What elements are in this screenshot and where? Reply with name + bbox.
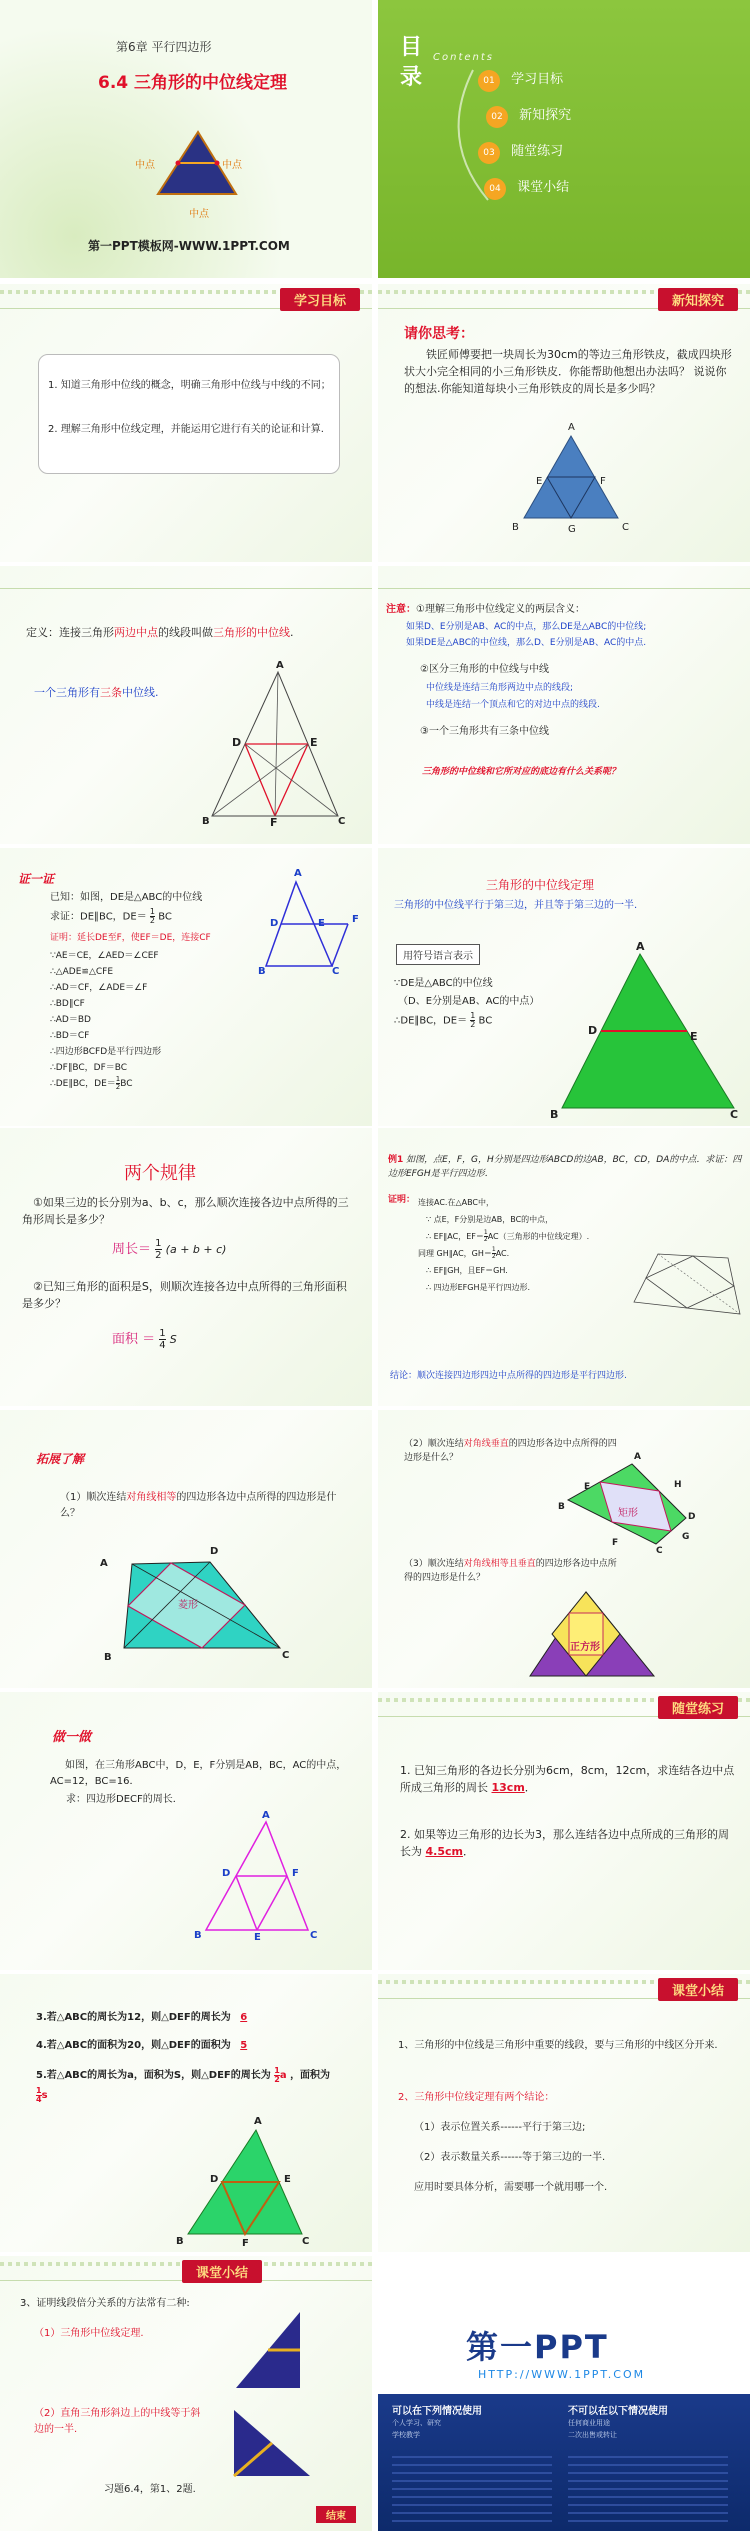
forbidden-heading: 不可以在以下情况使用 [568, 2406, 668, 2417]
half-fraction [150, 908, 155, 925]
practice-q4 [36, 2038, 253, 2054]
slide-explore [378, 284, 750, 562]
answer-var: s [41, 2090, 48, 2101]
contents-item-2[interactable] [486, 104, 571, 128]
slide-notes [378, 566, 750, 844]
label-C: C [282, 1650, 290, 1661]
brand-url: HTTP://WWW.1PPT.COM [478, 2368, 646, 2381]
slide-proof [0, 848, 372, 1126]
label-A: A [254, 2116, 262, 2127]
example-body: 如图，点E，F，G，H分别是四边形ABCD的边AB，BC，CD，DA的中点．求证：四边形EFGH是平行四边形． [388, 1155, 742, 1179]
q-part: （1）顺次连结 [60, 1492, 127, 1503]
label-C: C [622, 522, 629, 533]
q-part: 的四边形各边中点所得的四边形是什么？ [60, 1492, 337, 1519]
section-tag: 课堂小结 [658, 1978, 738, 2001]
label-E: E [254, 1932, 261, 1943]
conclusion-line [394, 1012, 492, 1029]
q-text: 4.若△ABC的面积为20，则△DEF的面积为 [36, 2040, 231, 2051]
objective-2: 2. 理解三角形中位线定理，并能运用它进行有关的论证和计算. [48, 424, 324, 435]
line-part: ∴ EF∥AC，EF＝ [426, 1232, 484, 1241]
numerator: 1 [155, 1238, 162, 1249]
theorem-text: 三角形的中位线平行于第三边，并且等于第三边的一半. [394, 900, 638, 911]
def-part: 定义：连接三角形 [26, 626, 114, 639]
theorem-figure [548, 948, 748, 1118]
equilateral-triangle [516, 432, 626, 528]
rule-1: ①如果三边的长分别为a、b、c，那么顺次连接各边中点所得的三角形周长是多少？ [22, 1196, 349, 1227]
label-B: B [194, 1930, 202, 1941]
slide-objectives [0, 284, 372, 562]
denominator: 2 [155, 1250, 162, 1261]
proof-step: ∴DF∥BC，DF＝BC [50, 1063, 128, 1073]
mid-label-left: 中点 [135, 160, 155, 171]
concl-part: ∴DE∥BC，DE＝ [394, 1015, 468, 1027]
note-label: 注意： [386, 604, 416, 615]
label-G: G [568, 524, 576, 535]
three-highlight: 三条 [100, 686, 122, 699]
label-B: B [104, 1652, 112, 1663]
section-tag: 新知探究 [658, 288, 738, 311]
label-B: B [512, 522, 519, 533]
numerator: 1 [115, 1075, 121, 1083]
item-number-circle: 04 [484, 178, 506, 200]
answer: 4.5cm [425, 1845, 463, 1859]
summary-2: 2、三角形中位线定理有两个结论： [398, 2092, 555, 2103]
def-highlight-1: 两边中点 [114, 626, 158, 639]
numerator: 1 [491, 1246, 496, 1253]
mid-label-right: 中点 [222, 160, 242, 171]
numerator: 1 [274, 2065, 280, 2075]
proof-step: ∴AD＝CF，∠ADE＝∠F [50, 983, 148, 993]
contents-item-4[interactable] [484, 176, 569, 200]
label-D: D [232, 736, 242, 749]
slide-brand [378, 2256, 750, 2531]
right-triangle-figure [226, 2406, 316, 2482]
label-E: E [536, 476, 543, 487]
label-E: E [284, 2174, 291, 2185]
line-part: AC（三角形的中位线定理）. [487, 1232, 590, 1241]
rhombus-figure [116, 1544, 296, 1654]
proof-step: ∴BD＝CF [50, 1031, 90, 1041]
proof-step: ∴四边形BCFD是平行四边形 [50, 1047, 162, 1057]
fraction [159, 1328, 165, 1351]
proof-line: ∴ EF∥GH，且EF＝GH. [426, 1266, 508, 1275]
step-part: BC [120, 1079, 133, 1089]
q-part: 的四边形各边中点所得的四边形是什么？ [404, 1559, 617, 1583]
slide-example [378, 1128, 750, 1406]
note-2b: 中线是连结一个顶点和它的对边中点的线段. [426, 700, 600, 710]
summary-5: 应用时要具体分析，需要哪一个就用哪一个. [414, 2182, 608, 2193]
item-label: 学习目标 [511, 72, 564, 87]
label-E: E [318, 918, 325, 929]
try-text: 如图，在三角形ABC中，D，E，F分别是AB，BC，AC的中点，AC=12，BC=16． [50, 1760, 347, 1787]
label-A: A [636, 940, 645, 953]
def-part: . [290, 626, 294, 639]
slide-theorem [378, 848, 750, 1126]
denominator: 2 [483, 1236, 488, 1243]
site-name: 第一PPT模板网-WWW.1PPT.COM [88, 239, 290, 253]
note-1: ①理解三角形中位线定义的两层含义： [416, 604, 585, 615]
rectangle-figure [562, 1460, 702, 1550]
q-text: ，面积为 [290, 2070, 331, 2081]
denominator: 4 [36, 2094, 42, 2104]
label-A: A [634, 1452, 641, 1462]
q-highlight: 对角线垂直 [463, 1439, 509, 1449]
denominator: 2 [491, 1253, 496, 1260]
example-label: 例1 [388, 1155, 404, 1165]
proof-step-last [50, 1076, 161, 1092]
symbol-box: 用符号语言表示 [396, 944, 480, 965]
label-H: H [674, 1480, 682, 1490]
brand-logo: 第一PPT [466, 2328, 609, 2366]
section-tag: 学习目标 [280, 288, 360, 311]
forbidden-2: 二次出售或转让 [568, 2431, 617, 2439]
label-B: B [550, 1108, 559, 1121]
condition-2: （D、E分别是AB、AC的中点） [398, 996, 540, 1007]
def-highlight-2: 三角形的中位线 [213, 626, 290, 639]
example-text [388, 1154, 743, 1182]
question-text: 三角形的中位线和它所对应的底边有什么关系呢？ [422, 767, 621, 777]
area-formula [112, 1328, 177, 1351]
contents-item-3[interactable] [478, 140, 563, 164]
slide-practice-2 [0, 1974, 372, 2252]
formula-value: (a + b + c) [165, 1243, 227, 1256]
slide-extension-2 [378, 1410, 750, 1688]
label-B: B [558, 1502, 565, 1512]
slide-two-rules [0, 1128, 372, 1406]
item-number-circle: 01 [478, 70, 500, 92]
q-part: 的四边形各边中点所得的四边形是什么？ [404, 1439, 617, 1463]
end-button[interactable]: 结束 [316, 2506, 356, 2523]
slide-summary-1 [378, 1974, 750, 2252]
triangle-medians-figure [206, 666, 346, 826]
q-part: （2）顺次连结 [404, 1439, 464, 1449]
midline-figure [228, 2308, 308, 2394]
question-3 [404, 1558, 624, 1586]
practice-q3 [36, 2010, 253, 2026]
label-F: F [612, 1538, 619, 1548]
label-F: F [270, 816, 278, 829]
proof-step: ∴△ADE≌△CFE [50, 967, 114, 977]
method-1: （1）三角形中位线定理. [34, 2328, 144, 2339]
link-grid-left [392, 2456, 552, 2522]
note-2: ②区分三角形的中位线与中线 [420, 664, 549, 675]
line-part: 同理 GH∥AC，GH＝ [418, 1249, 492, 1258]
q-highlight: 对角线相等且垂直 [463, 1559, 536, 1569]
summary-item-3: 3、证明线段倍分关系的方法常有二种: [20, 2298, 190, 2309]
item-label: 随堂练习 [511, 144, 564, 159]
think-heading: 请你思考： [404, 326, 474, 342]
q-end: ． [462, 1845, 474, 1859]
label-C: C [730, 1108, 739, 1121]
proof-step: ∵AE＝CE，∠AED＝∠CEF [50, 951, 159, 961]
denominator: 2 [149, 916, 155, 925]
rules-title: 两个规律 [124, 1163, 196, 1184]
step-part: ∴DE∥BC，DE＝ [50, 1079, 116, 1089]
fraction [155, 1238, 161, 1261]
lesson-title: 6.4 三角形的中位线定理 [98, 73, 288, 93]
label-C: C [302, 2236, 310, 2247]
three-part: 中位线. [122, 686, 159, 699]
formula-label: 周长＝ [112, 1242, 152, 1257]
label-B: B [176, 2236, 184, 2247]
allowed-heading: 可以在下列情况使用 [392, 2406, 482, 2417]
three-midlines-text [34, 684, 159, 701]
label-D: D [688, 1512, 696, 1522]
label-F: F [292, 1868, 299, 1879]
objective-1: 1. 知道三角形中位线的概念，明确三角形中位线与中线的不同； [48, 380, 331, 391]
label-A: A [294, 868, 302, 879]
proof-lines [418, 1194, 618, 1296]
three-part: 一个三角形有 [34, 686, 100, 699]
slide-try [0, 1692, 372, 1970]
mid-label-bottom: 中点 [189, 209, 209, 220]
contents-subtitle: Contents [433, 52, 494, 63]
proof-start: 证明：延长DE至F，使EF＝DE，连接CF [50, 933, 211, 943]
formula-label: 面积 ＝ [112, 1332, 156, 1347]
proof-label: 证明： [388, 1195, 416, 1205]
section-tag: 证一证 [18, 872, 55, 886]
definition-text [26, 624, 356, 641]
summary-4: （2）表示数量关系------等于第三边的一半. [414, 2152, 606, 2163]
objectives-box [38, 354, 340, 474]
q-text: 2. 如果等边三角形的边长为3，那么连结各边中点所成的三角形的周长为 [400, 1828, 729, 1859]
numerator: 1 [36, 2085, 42, 2095]
q-text: 3.若△ABC的周长为12，则△DEF的周长为 [36, 2012, 231, 2023]
q-end: ． [524, 1781, 536, 1795]
note-2a: 中位线是连结三角形两边中点的线段; [426, 683, 574, 693]
prove-part: BC [158, 911, 172, 923]
prove-text [50, 908, 172, 925]
contents-heading-lu: 录 [400, 65, 423, 90]
homework: 习题6.4，第1、2题. [104, 2484, 196, 2495]
conclusion-body: 结论：顺次连接四边形四边中点所得的四边形是平行四边形. [390, 1371, 627, 1381]
item-label: 新知探究 [519, 108, 572, 123]
try-question: 求：四边形DECF的周长． [66, 1794, 183, 1805]
proof-line [418, 1245, 618, 1262]
method-2: （2）直角三角形斜边上的中线等于斜边的一半. [34, 2408, 201, 2435]
label-C: C [656, 1546, 663, 1556]
slide-contents [378, 0, 750, 278]
concl-part: BC [478, 1015, 493, 1027]
question-1 [60, 1490, 350, 1521]
q-highlight: 对角线相等 [126, 1492, 177, 1503]
label-E: E [584, 1482, 591, 1492]
def-part: 的线段叫做 [158, 626, 213, 639]
numerator: 1 [159, 1328, 166, 1339]
quadrilateral-figure [628, 1248, 746, 1328]
denominator: 2 [274, 2074, 280, 2084]
link-grid-right [568, 2456, 728, 2522]
proof-steps [50, 948, 161, 1092]
slide-extension-1 [0, 1410, 372, 1688]
label-D: D [588, 1024, 598, 1037]
denominator: 2 [115, 1083, 121, 1091]
q-text: 1. 已知三角形的各边长分别为6cm，8cm，12cm，求连结各边中点所成三角形的周长 [400, 1764, 735, 1795]
given-text: 已知：如图，DE是△ABC的中位线 [50, 892, 203, 903]
label-B: B [202, 816, 210, 827]
denominator: 4 [159, 1340, 166, 1351]
proof-step: ∴BD∥CF [50, 999, 85, 1009]
square-figure [526, 1588, 666, 1684]
prove-part: 求证：DE∥BC，DE＝ [50, 911, 147, 923]
chapter-title: 第6章 平行四边形 [116, 40, 212, 54]
proof-step: ∴AD＝BD [50, 1015, 91, 1025]
answer: 5 [240, 2040, 248, 2051]
note-1b: 如果DE是△ABC的中位线，那么D、E分别是AB、AC的中点. [406, 638, 647, 648]
label-A: A [568, 422, 575, 433]
shape-label: 菱形 [178, 1600, 198, 1611]
formula-value: S [169, 1333, 177, 1346]
q-part: （3）顺次连结 [404, 1559, 464, 1569]
summary-1: 1、三角形的中位线是三角形中重要的线段，要与三角形的中线区分开来. [398, 2040, 718, 2051]
item-number-circle: 02 [486, 106, 508, 128]
slide-summary-2 [0, 2256, 372, 2531]
label-F: F [352, 914, 359, 925]
allowed-1: 个人学习、研究 [392, 2419, 441, 2427]
label-D: D [270, 918, 279, 929]
note-heading [386, 602, 585, 618]
label-E: E [690, 1030, 698, 1043]
section-tag: 随堂练习 [658, 1696, 738, 1719]
label-A: A [276, 660, 284, 671]
section-tag: 做一做 [52, 1730, 92, 1745]
section-tag: 课堂小结 [182, 2260, 262, 2283]
proof-line [418, 1228, 618, 1245]
label-E: E [310, 736, 318, 749]
label-B: B [258, 966, 266, 977]
numerator: 1 [470, 1011, 476, 1020]
line-part: AC. [495, 1249, 510, 1258]
contents-curve [378, 0, 750, 278]
slide-definition [0, 566, 372, 844]
half-fraction [470, 1012, 475, 1029]
q-text: 5.若△ABC的周长为a，面积为S，则△DEF的周长为 [36, 2070, 271, 2081]
practice-q2 [400, 1826, 735, 1860]
item-label: 课堂小结 [517, 180, 570, 195]
label-A: A [262, 1810, 270, 1821]
theorem-title: 三角形的中位线定理 [486, 878, 595, 892]
item-number-circle: 03 [478, 142, 500, 164]
slide-title [0, 0, 372, 278]
note-3: ③一个三角形共有三条中位线 [420, 726, 549, 737]
answer: 6 [240, 2012, 248, 2023]
answer: 13cm [491, 1781, 525, 1795]
practice-q5 [36, 2066, 336, 2106]
section-tag: 拓展了解 [36, 1452, 85, 1466]
denominator: 2 [470, 1020, 476, 1029]
label-G: G [682, 1532, 690, 1542]
conclusion-text [390, 1370, 627, 1384]
numerator: 1 [483, 1229, 488, 1236]
numerator: 1 [149, 907, 155, 916]
note-1a: 如果D、E分别是AB、AC的中点，那么DE是△ABC的中位线; [406, 622, 647, 632]
perimeter-formula [112, 1238, 226, 1261]
rule-2: ②已知三角形的面积是S，则顺次连接各边中点所得的三角形面积是多少？ [22, 1280, 347, 1311]
allowed-2: 学校教学 [392, 2431, 420, 2439]
label-C: C [338, 816, 346, 827]
label-D: D [210, 2174, 219, 2185]
label-D: D [222, 1868, 231, 1879]
slide-practice-1 [378, 1692, 750, 1970]
think-body: 铁匠师傅要把一块周长为30cm的等边三角形铁皮，截成四块形状大小完全相同的小三角形铁皮．你能帮助他想出办法吗？ 说说你的想法.你能知道每块小三角形铁皮的周长是多少吗？ [404, 348, 732, 396]
contents-heading-mu: 目 [400, 35, 423, 60]
label-D: D [210, 1546, 219, 1557]
condition-1: ∵DE是△ABC的中位线 [394, 978, 493, 989]
summary-3: （1）表示位置关系------平行于第三边; [414, 2122, 586, 2133]
label-F: F [242, 2238, 249, 2249]
label-C: C [332, 966, 340, 977]
label-F: F [600, 476, 606, 487]
practice-q1 [400, 1762, 735, 1796]
label-C: C [310, 1930, 318, 1941]
forbidden-1: 任何商业用途 [568, 2419, 610, 2427]
proof-line: 连接AC.在△ABC中， [418, 1198, 495, 1207]
proof-line: ∴ 四边形EFGH是平行四边形. [426, 1283, 531, 1292]
contents-item-1[interactable] [478, 68, 563, 92]
shape3-label: 正方形 [570, 1642, 600, 1653]
label-A: A [100, 1558, 108, 1569]
proof-line: ∵ 点E，F分别是边AB，BC的中点， [426, 1215, 554, 1224]
answer-var: a [279, 2070, 287, 2081]
shape2-label: 矩形 [618, 1508, 638, 1519]
